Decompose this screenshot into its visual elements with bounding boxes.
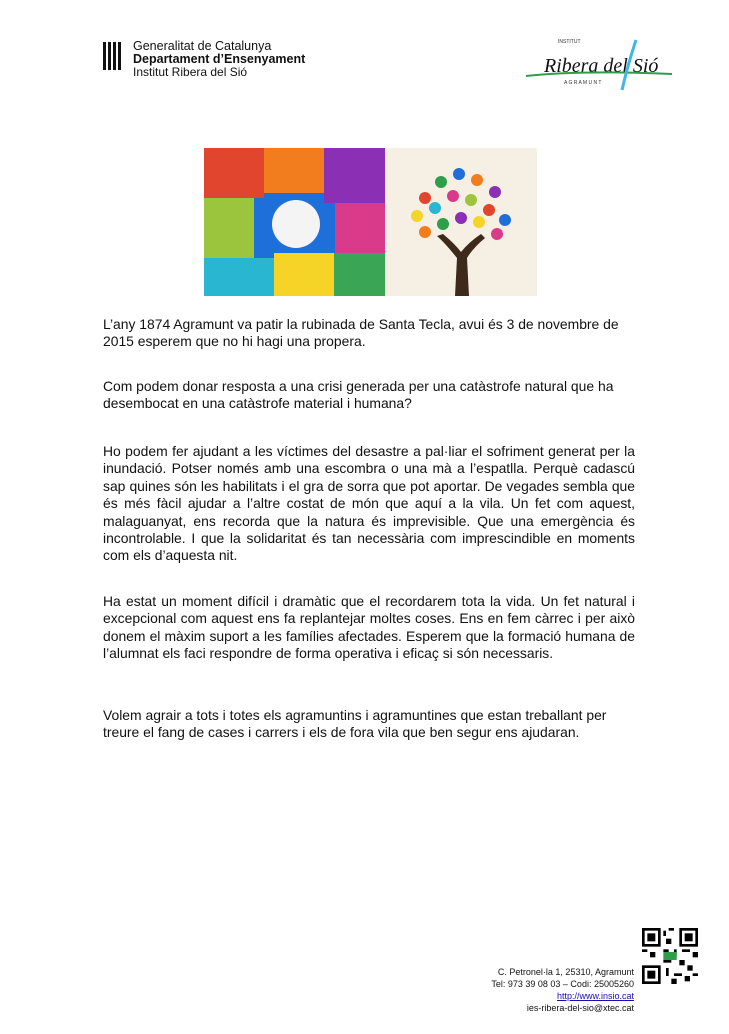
paragraph-thanks: Volem agrair a tots i totes els agramuntins i agramuntines que estan treballant per treure el fang de cases i carrers i els de fora vila que ben segur ens ajudaran. <box>103 707 607 741</box>
logo-main-text: Ribera del Sió <box>544 55 659 77</box>
logo-small-text: INSTITUT <box>558 39 581 45</box>
footer-phone: Tel: 973 39 08 03 – Codi: 25005260 <box>491 979 634 989</box>
header-line2: Departament d’Ensenyament <box>133 52 306 66</box>
footer-address: C. Petronel·la 1, 25310, Agramunt <box>497 967 634 977</box>
footer-contact <box>491 966 634 1014</box>
hands-circle-image <box>204 148 385 296</box>
paragraph-help: Ho podem fer ajudant a les víctimes del desastre a pal·liar el sofriment generat per la inundació. Potser només amb una escombra o una mà a l’espatlla. Perquè cadascú sap quines són les habilitats i el gra de sorra que pot aportar. De vegades sembla que és més fàcil ajudar a l’altre costat de món que aquí a la vila. Un fet com aquest, malaguanyat, ens recorda que la natura és imprevisible. Que una emergència és incontrolable. I que la solidaritat és tan necessària com imprescindible en moments com els d’aquesta nit. <box>103 443 635 564</box>
header-institution <box>103 40 305 79</box>
footer-email[interactable]: ies-ribera-del-sio@xtec.cat <box>526 1003 634 1013</box>
paragraph-question: Com podem donar resposta a una crisi generada per una catàstrofe natural que ha desembocat en una catàstrofe material i humana? <box>103 378 614 412</box>
logo-sub-text: A G R A M U N T <box>564 80 602 86</box>
header-line3: Institut Ribera del Sió <box>133 65 248 79</box>
paragraph-intro: L’any 1874 Agramunt va patir la rubinada de Santa Tecla, avui és 3 de novembre de 2015 esperem que no hi hagi una propera. <box>103 316 619 350</box>
gencat-logo-icon <box>103 42 127 70</box>
header-line1: Generalitat de Catalunya <box>133 39 272 53</box>
school-logo <box>524 34 674 94</box>
hands-tree-image <box>385 148 537 296</box>
footer-web-link[interactable]: http://www.insio.cat <box>556 991 634 1001</box>
paragraph-support: Ha estat un moment difícil i dramàtic que el recordarem tota la vida. Un fet natural i excepcional com aquest ens fa replantejar moltes coses. Ens en fem càrrec i per això donem el màxim suport a les famílies afectades. Esperem que la formació humana de l’alumnat els faci respondre de forma operativa i eficaç si són necessaris. <box>103 593 635 662</box>
banner-image <box>204 148 537 296</box>
qr-code-icon <box>642 928 698 984</box>
